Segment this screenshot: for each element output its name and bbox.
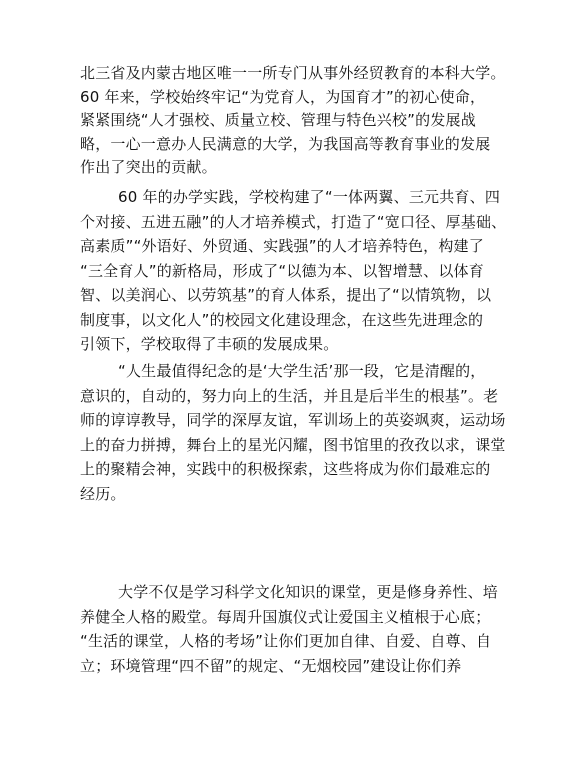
text-line: 略，一心一意办人民满意的大学，为我国高等教育事业的发展 <box>80 134 491 153</box>
text-line: 紧紧围绕“人才强校、质量立校、管理与特色兴校”的发展战 <box>80 111 476 129</box>
text-line: 60 年的办学实践，学校构建了“一体两翼、三元共育、四 <box>118 188 501 206</box>
text-line: 上的奋力拼搏，舞台上的星光闪耀，图书馆里的孜孜以求，课堂 <box>80 435 506 454</box>
text-line: 北三省及内蒙古地区唯一一所专门从事外经贸教育的本科大学。 <box>80 64 506 82</box>
text-line: “生活的课堂，人格的考场”让你们更加自律、自爱、自尊、自 <box>80 632 492 650</box>
text-line: 上的聚精会神，实践中的积极探索，这些将成为你们最难忘的 <box>80 460 491 478</box>
text-line: 意识的，自动的，努力向上的生活，并且是后半生的根基”。老 <box>80 386 499 405</box>
text-line: 引领下，学校取得了丰硕的发展成果。 <box>80 335 339 353</box>
text-line: 制度事，以文化人”的校园文化建设理念，在这些先进理念的 <box>80 310 484 329</box>
text-line: “人生最值得纪念的是‘大学生活’那一段，它是清醒的， <box>118 362 486 380</box>
text-line: 智、以美润心、以劳筑基”的育人体系，提出了“以情筑物，以 <box>80 286 492 304</box>
text-line: 个对接、五进五融”的人才培养模式，打造了“宽口径、厚基础、 <box>80 212 507 231</box>
text-line: 立；环境管理“四不留”的规定、“无烟校园”建设让你们养 <box>80 656 462 675</box>
text-line: 经历。 <box>80 484 126 503</box>
text-line: 师的谆谆教导，同学的深厚友谊，军训场上的英姿飒爽，运动场 <box>80 411 506 429</box>
text-line: 高素质”“外语好、外贸通、实践强”的人才培养特色，构建了 <box>80 237 484 255</box>
text-line: 作出了突出的贡献。 <box>80 158 217 176</box>
text-line: 60 年来，学校始终牢记“为党育人，为国育才”的初心使命， <box>80 87 486 106</box>
text-line: 大学不仅是学习科学文化知识的课堂，更是修身养性、培 <box>118 583 499 601</box>
text-line: “三全育人”的新格局，形成了“以德为本、以智增慧、以体育 <box>80 261 484 280</box>
text-line: 养健全人格的殿堂。每周升国旗仪式让爱国主义植根于心底； <box>80 607 491 626</box>
